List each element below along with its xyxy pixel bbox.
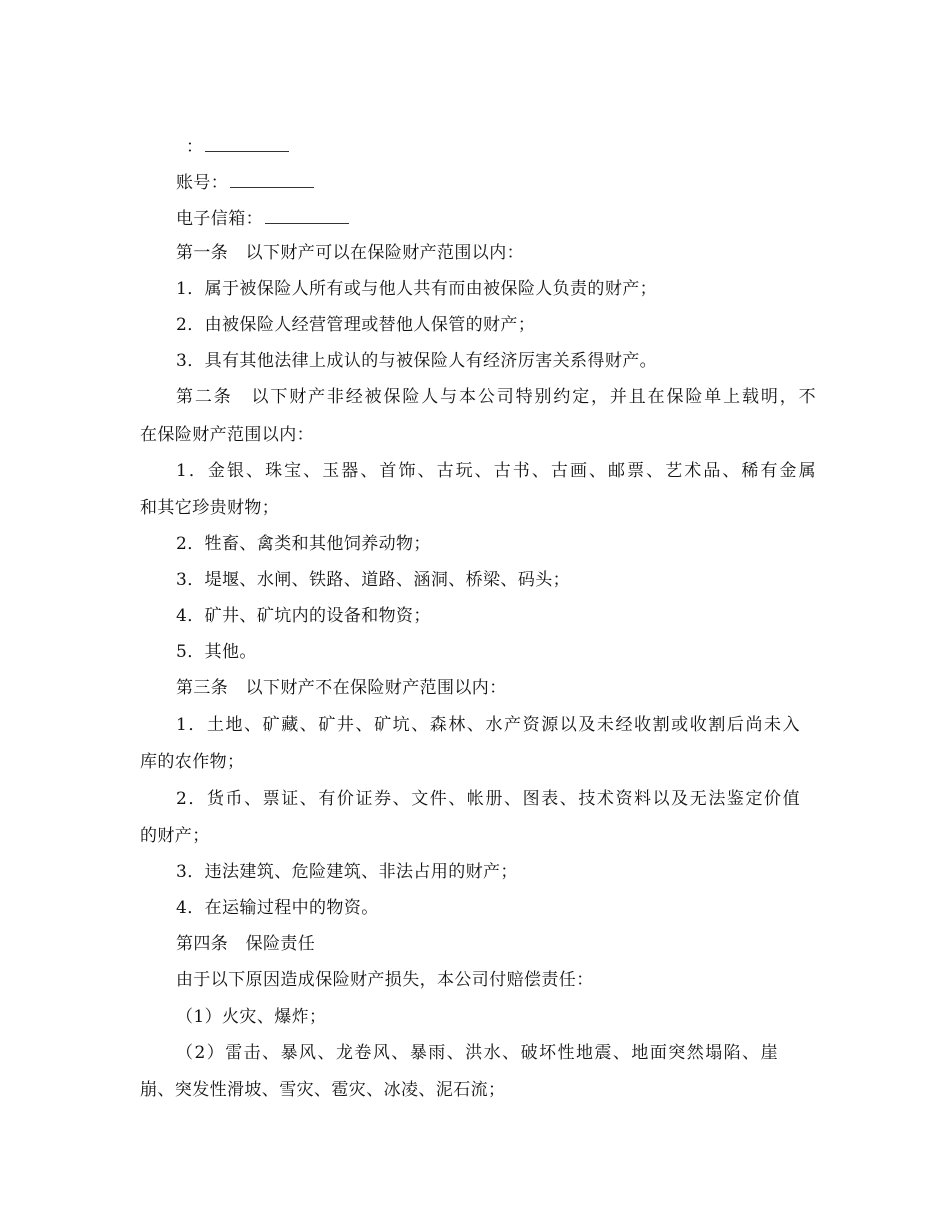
article-3-item-1-line-1: 1．土地、矿藏、矿井、矿坑、森林、水产资源以及未经收割或收割后尚未入 <box>176 715 800 735</box>
article-2-item-1-line-2: 和其它珍贵财物； <box>140 498 280 518</box>
article-2-item-5: 5．其他。 <box>176 642 257 662</box>
article-4-cause-2-line-1: （2）雷击、暴风、龙卷风、暴雨、洪水、破坏性地震、地面突然塌陷、崖 <box>176 1043 778 1063</box>
contact-field-line <box>176 135 852 157</box>
email-blank <box>265 207 349 224</box>
article-4-title: 第四条 保险责任 <box>176 934 316 954</box>
article-3-title: 第三条 以下财产不在保险财产范围以内： <box>176 678 507 698</box>
article-2-item-4: 4．矿井、矿坑内的设备和物资； <box>176 606 431 626</box>
article-2-item-2: 2．牲畜、禽类和其他饲养动物； <box>176 534 431 554</box>
article-4-cause-2-line-2: 崩、突发性滑坡、雪灾、雹灾、冰凌、泥石流； <box>140 1080 506 1100</box>
article-2-title-line-1: 第二条 以下财产非经被保险人与本公司特别约定，并且在保险单上载明，不 <box>176 387 816 407</box>
article-1-title: 第一条 以下财产可以在保险财产范围以内： <box>176 243 524 263</box>
contact-field-blank <box>205 135 289 152</box>
article-3-item-1-line-2: 库的农作物； <box>140 752 245 772</box>
article-3-item-3: 3．违法建筑、危险建筑、非法占用的财产； <box>176 862 518 882</box>
contact-field-label: ： <box>186 137 204 157</box>
article-2-item-3: 3．堤堰、水闸、铁路、道路、涵洞、桥梁、码头； <box>176 570 571 590</box>
article-3-item-2-line-1: 2．货币、票证、有价证券、文件、帐册、图表、技术资料以及无法鉴定价值 <box>176 789 800 809</box>
article-4-cause-1: （1）火灾、爆炸； <box>176 1007 327 1027</box>
article-1-item-2: 2．由被保险人经营管理或替他人保管的财产； <box>176 315 536 335</box>
account-label: 账号： <box>176 173 229 193</box>
article-2-item-1-line-1: 1．金银、珠宝、玉器、首饰、古玩、古书、古画、邮票、艺术品、稀有金属 <box>176 461 816 481</box>
article-4-intro: 由于以下原因造成保险财产损失，本公司付赔偿责任： <box>176 970 594 990</box>
article-3-item-4: 4．在运输过程中的物资。 <box>176 898 379 918</box>
account-line <box>176 171 852 193</box>
article-1-item-3: 3．具有其他法律上成认的与被保险人有经济厉害关系得财产。 <box>176 351 658 371</box>
article-3-item-2-line-2: 的财产； <box>140 826 210 846</box>
email-label: 电子信箱： <box>176 209 263 229</box>
email-line <box>176 207 852 229</box>
article-1-item-1: 1．属于被保险人所有或与他人共有而由被保险人负责的财产； <box>176 279 658 299</box>
article-2-title-line-2: 在保险财产范围以内： <box>140 425 314 445</box>
account-blank <box>230 171 314 188</box>
